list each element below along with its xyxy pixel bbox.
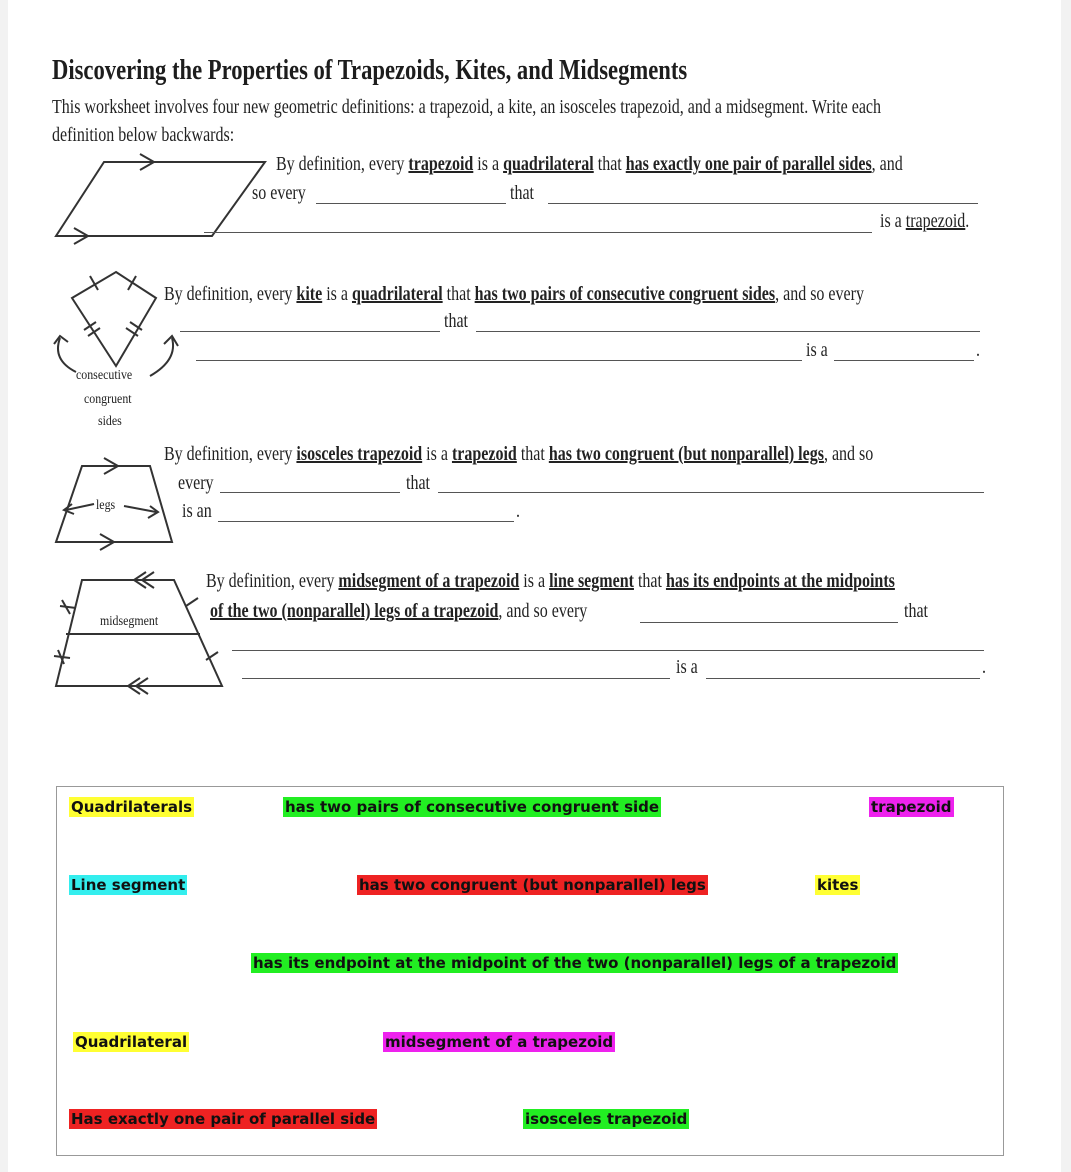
isosceles-period: . xyxy=(516,500,520,522)
trapezoid-definition: By definition, every trapezoid is a quadrilateral that has exactly one pair of parallel sides, and xyxy=(276,153,903,175)
legs-label: legs xyxy=(96,498,116,513)
kite-period: . xyxy=(976,339,980,361)
isosceles-that: that xyxy=(406,472,430,494)
trapezoid-property: has exactly one pair of parallel sides xyxy=(625,153,872,175)
intro-line-2: definition below backwards: xyxy=(52,124,235,146)
midsegment-term: midsegment of a trapezoid xyxy=(338,570,520,592)
trapezoid-category: quadrilateral xyxy=(503,153,594,175)
tag-parallel-side[interactable]: Has exactly one pair of parallel side xyxy=(71,1110,376,1128)
kite-definition: By definition, every kite is a quadrilateral that has two pairs of consecutive congruent sides, and so every xyxy=(164,283,864,305)
isosceles-property: has two congruent (but nonparallel) legs xyxy=(548,443,824,465)
isosceles-definition: By definition, every isosceles trapezoid is a trapezoid that has two congruent (but nonparallel) legs, and so xyxy=(164,443,874,465)
midsegment-blank-4[interactable] xyxy=(706,678,980,679)
midsegment-definition-2: of the two (nonparallel) legs of a trapezoid, and so every xyxy=(210,600,588,622)
kite-term: kite xyxy=(296,283,323,305)
tag-quadrilateral[interactable]: Quadrilateral xyxy=(75,1033,188,1051)
midsegment-blank-1[interactable] xyxy=(640,622,898,623)
trapezoid-term: trapezoid xyxy=(408,153,474,175)
midsegment-blank-2[interactable] xyxy=(232,650,984,651)
isosceles-every: every xyxy=(178,472,214,494)
kite-label-2: congruent xyxy=(84,392,132,407)
tag-quadrilaterals[interactable]: Quadrilaterals xyxy=(71,798,193,816)
trapezoid-that: that xyxy=(510,182,534,204)
midsegment-category: line segment xyxy=(549,570,634,592)
kite-label-3: sides xyxy=(98,414,122,429)
isosceles-term: isosceles trapezoid xyxy=(296,443,423,465)
word-bank xyxy=(56,786,1004,1156)
tag-trapezoid[interactable]: trapezoid xyxy=(871,798,952,816)
isosceles-is-an: is an xyxy=(182,500,212,522)
kite-is-a: is a xyxy=(806,339,828,361)
tag-midsegment[interactable]: midsegment of a trapezoid xyxy=(385,1033,614,1051)
midsegment-definition-1: By definition, every midsegment of a trapezoid is a line segment that has its endpoints at the midpoints xyxy=(206,570,895,592)
trapezoid-so-every: so every xyxy=(252,182,306,204)
kite-property: has two pairs of consecutive congruent sides xyxy=(474,283,776,305)
trapezoid-is-a: is a trapezoid. xyxy=(880,210,970,232)
midsegment-that: that xyxy=(904,600,928,622)
midsegment-blank-3[interactable] xyxy=(242,678,670,679)
kite-category: quadrilateral xyxy=(351,283,443,305)
midsegment-property-2: of the two (nonparallel) legs of a trapezoid xyxy=(210,600,499,622)
tag-congruent-legs[interactable]: has two congruent (but nonparallel) legs xyxy=(359,876,706,894)
tag-kites[interactable]: kites xyxy=(817,876,859,894)
midsegment-is-a: is a xyxy=(676,656,698,678)
tag-isosceles[interactable]: isosceles trapezoid xyxy=(525,1110,688,1128)
intro-line-1: This worksheet involves four new geometric definitions: a trapezoid, a kite, an isosceles trapezoid, and a midsegment. Write each xyxy=(52,96,882,118)
isosceles-category: trapezoid xyxy=(451,443,517,465)
tag-endpoints[interactable]: has its endpoint at the midpoint of the two (nonparallel) legs of a trapezoid xyxy=(253,954,897,972)
tag-line-segment[interactable]: Line segment xyxy=(71,876,186,894)
midsegment-period: . xyxy=(982,656,986,678)
kite-that: that xyxy=(444,310,468,332)
midsegment-label: midsegment xyxy=(100,614,159,629)
kite-label-1: consecutive xyxy=(76,368,133,383)
tag-consecutive-sides[interactable]: has two pairs of consecutive congruent side xyxy=(285,798,660,816)
midsegment-property-1: has its endpoints at the midpoints xyxy=(665,570,895,592)
page-title: Discovering the Properties of Trapezoids, Kites, and Midsegments xyxy=(52,54,688,86)
